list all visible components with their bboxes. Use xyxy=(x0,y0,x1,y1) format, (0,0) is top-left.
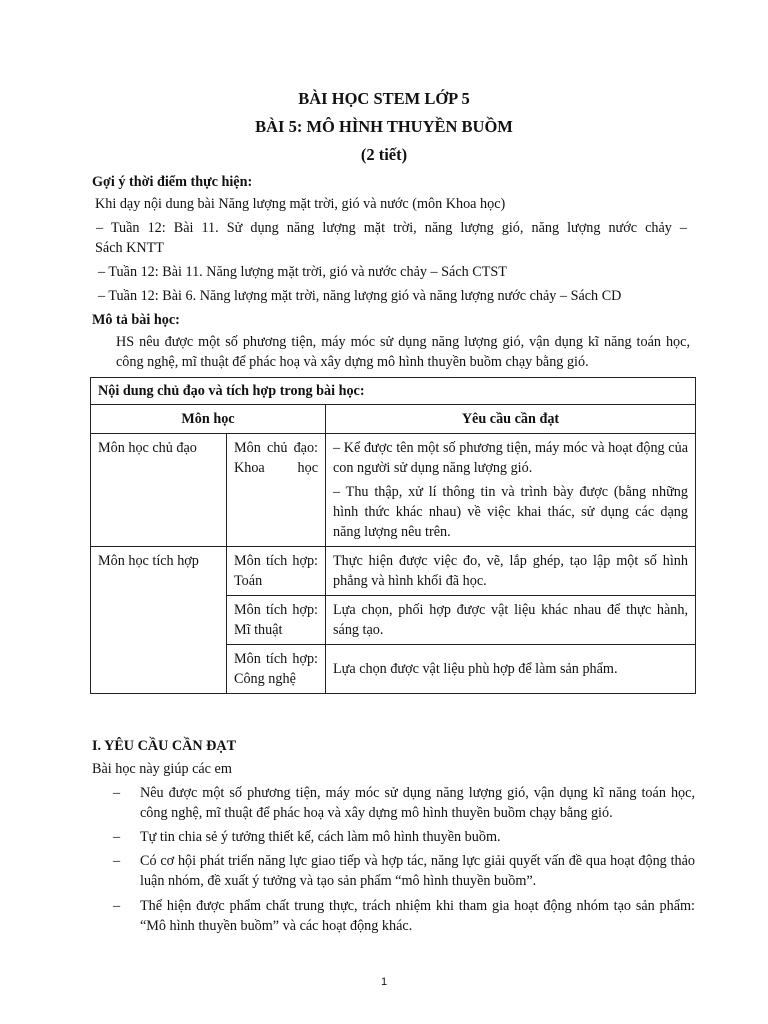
list-dash: – xyxy=(113,898,121,914)
list-item xyxy=(113,851,695,895)
integrated-subject-text: Môn tích hợp: Toán xyxy=(234,553,318,589)
timing-intro: Khi dạy nội dung bài Năng lượng mặt trời, gió và nước (môn Khoa học) xyxy=(95,196,506,212)
list-item xyxy=(113,896,695,940)
integrated-subject-cell xyxy=(227,596,326,645)
integration-table xyxy=(90,377,696,694)
lesson-duration: (2 tiết) xyxy=(360,145,408,164)
timing-item: – Tuần 12: Bài 11. Sử dụng năng lượng mặt trời, năng lượng gió, năng lượng nước chảy – xyxy=(96,220,687,236)
section1-heading: I. YÊU CẦU CẦN ĐẠT xyxy=(92,738,237,754)
list-dash: – xyxy=(113,785,121,801)
list-dash: – xyxy=(113,853,121,869)
main-subject-group: Môn học chủ đạo xyxy=(91,434,227,547)
list-item xyxy=(113,827,695,849)
col-header-requirement: Yêu cầu cần đạt xyxy=(326,405,696,434)
integrated-requirement-cell: Thực hiện được việc đo, vẽ, lắp ghép, tạo lập một số hình phẳng và hình khối đã học. xyxy=(326,547,696,596)
table-caption: Nội dung chủ đạo và tích hợp trong bài học: xyxy=(91,378,696,405)
section1-intro: Bài học này giúp các em xyxy=(92,761,232,777)
timing-item: – Tuần 12: Bài 6. Năng lượng mặt trời, năng lượng gió và năng lượng nước chảy – Sách CD xyxy=(98,288,622,304)
table-header-row xyxy=(91,405,696,434)
lesson-title: BÀI 5: MÔ HÌNH THUYỀN BUỒM xyxy=(255,117,513,136)
integrated-subject-text: Môn tích hợp: Mĩ thuật xyxy=(234,602,318,638)
table-caption-row xyxy=(91,378,696,405)
list-item-text: Tự tin chia sẻ ý tưởng thiết kế, cách làm mô hình thuyền buồm. xyxy=(140,829,501,845)
timing-heading: Gợi ý thời điểm thực hiện: xyxy=(92,174,253,190)
list-item-text: Có cơ hội phát triển năng lực giao tiếp và hợp tác, năng lực giải quyết vấn đề qua hoạt động thảo luận nhóm, đề xuất ý tưởng và tạo sản phẩm “mô hình thuyền buồm”. xyxy=(140,853,695,889)
integrated-requirement-cell: Lựa chọn được vật liệu phù hợp để làm sản phẩm. xyxy=(326,645,696,694)
page-number: 1 xyxy=(380,976,388,988)
main-subject-text: Môn chủ đạo: Khoa học xyxy=(234,440,318,476)
list-dash: – xyxy=(113,829,121,845)
timing-item: – Tuần 12: Bài 11. Năng lượng mặt trời, gió và nước chảy – Sách CTST xyxy=(98,264,507,280)
integrated-requirement-cell: Lựa chọn, phối hợp được vật liệu khác nhau để thực hành, sáng tạo. xyxy=(326,596,696,645)
description-heading: Mô tả bài học: xyxy=(92,312,180,328)
integrated-subject-group: Môn học tích hợp xyxy=(91,547,227,694)
table-row xyxy=(91,547,696,596)
main-requirement-2: – Thu thập, xử lí thông tin và trình bày được (bằng những hình thức khác nhau) về việc khai thác, sử dụng các dạng năng lượng nêu trên. xyxy=(333,484,688,540)
timing-item-cont: Sách KNTT xyxy=(95,240,164,256)
list-item-text: Nêu được một số phương tiện, máy móc sử dụng năng lượng gió, vận dụng kĩ năng toán học, công nghệ, mĩ thuật để phác hoạ và xây dựng mô hình thuyền buồm chạy bằng gió. xyxy=(140,785,695,821)
description-text: HS nêu được một số phương tiện, máy móc sử dụng năng lượng gió, vận dụng kĩ năng toán học, công nghệ, mĩ thuật để phác hoạ và xây dựng mô hình thuyền buồm chạy bằng gió. xyxy=(116,334,690,370)
col-header-subject: Môn học xyxy=(91,405,326,434)
integrated-subject-cell xyxy=(227,645,326,694)
main-requirement-1: – Kể được tên một số phương tiện, máy móc và hoạt động của con người sử dụng năng lượng gió. xyxy=(333,440,688,476)
main-subject-cell xyxy=(227,434,326,547)
list-item xyxy=(113,783,695,827)
table-row xyxy=(91,434,696,547)
list-item-text: Thể hiện được phẩm chất trung thực, trách nhiệm khi tham gia hoạt động nhóm tạo sản phẩm: “Mô hình thuyền buồm” và các hoạt động khác. xyxy=(140,898,695,934)
main-requirement-cell xyxy=(326,434,696,547)
integrated-subject-text: Môn tích hợp: Công nghệ xyxy=(234,651,318,687)
document-title: BÀI HỌC STEM LỚP 5 xyxy=(298,89,470,108)
integrated-subject-cell xyxy=(227,547,326,596)
